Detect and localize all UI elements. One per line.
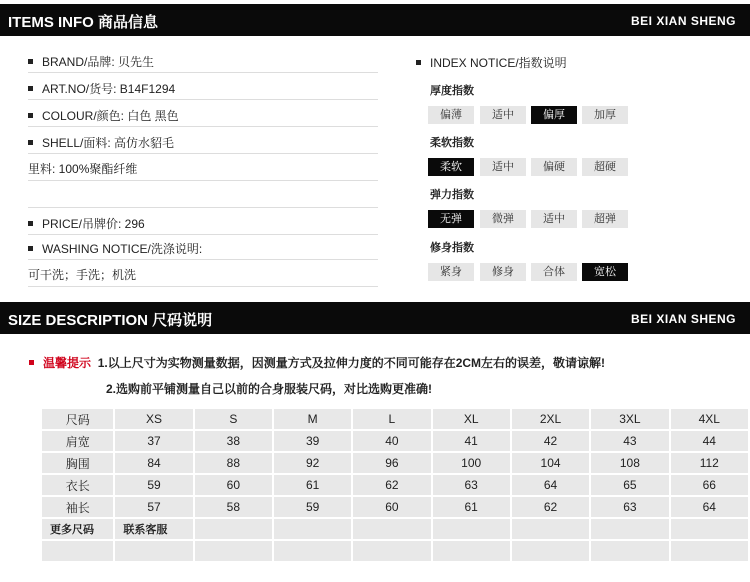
table-row — [42, 497, 748, 517]
table-cell: XL — [433, 409, 510, 429]
table-row-empty — [42, 541, 748, 561]
info-washing: WASHING NOTICE/洗涤说明: — [28, 240, 202, 257]
index-option: 修身 — [480, 263, 526, 281]
row-label: 肩宽 — [42, 431, 113, 451]
table-cell — [195, 519, 272, 539]
table-row — [42, 453, 748, 473]
bullet-icon — [28, 59, 33, 64]
items-info-header — [0, 4, 750, 36]
index-option: 超硬 — [582, 158, 628, 176]
table-row — [42, 431, 748, 451]
table-cell: 100 — [433, 453, 510, 473]
table-cell: 60 — [195, 475, 272, 495]
divider — [28, 99, 378, 100]
index-option: 偏薄 — [428, 106, 474, 124]
table-cell: 3XL — [591, 409, 668, 429]
row-label: 袖长 — [42, 497, 113, 517]
table-cell — [274, 541, 351, 561]
more-sizes-label: 更多尺码 — [42, 519, 113, 539]
table-cell: 61 — [274, 475, 351, 495]
index-option-selected: 偏厚 — [531, 106, 577, 124]
table-cell — [353, 541, 430, 561]
note-text-1: 1.以上尺寸为实物测量数据，因测量方式及拉伸力度的不同可能存在2CM左右的误差，敬请谅解! — [97, 356, 606, 370]
table-cell — [274, 519, 351, 539]
table-cell — [671, 541, 748, 561]
table-cell — [512, 519, 589, 539]
table-cell: S — [195, 409, 272, 429]
index-option: 加厚 — [582, 106, 628, 124]
size-description-header — [0, 302, 750, 334]
index-option: 适中 — [531, 210, 577, 228]
table-cell: XS — [115, 409, 192, 429]
divider — [28, 153, 378, 154]
table-cell: 4XL — [671, 409, 748, 429]
index-option: 适中 — [480, 158, 526, 176]
row-label: 胸围 — [42, 453, 113, 473]
table-cell — [671, 519, 748, 539]
note-line-2: 2.选购前平铺测量自己以前的合身服装尺码，对比选购更准确! — [106, 382, 433, 396]
table-cell — [353, 519, 430, 539]
index-option: 微弹 — [480, 210, 526, 228]
info-shell: SHELL/面料: 高仿水貂毛 — [28, 134, 174, 151]
index-option-selected: 柔软 — [428, 158, 474, 176]
info-washing-detail: 可干洗；手洗；机洗 — [28, 268, 137, 282]
divider — [28, 259, 378, 260]
index-option-selected: 宽松 — [582, 263, 628, 281]
note-highlight: 温馨提示 — [43, 356, 92, 370]
table-row-more — [42, 519, 748, 539]
contact-service-label[interactable]: 联系客服 — [115, 519, 192, 539]
table-cell: 88 — [195, 453, 272, 473]
table-cell — [195, 541, 272, 561]
index-option: 合体 — [531, 263, 577, 281]
index-option: 紧身 — [428, 263, 474, 281]
table-cell: 62 — [353, 475, 430, 495]
divider — [28, 180, 378, 181]
bullet-icon — [29, 360, 34, 365]
info-colour: COLOUR/颜色: 白色 黑色 — [28, 107, 179, 124]
bullet-icon — [416, 60, 421, 65]
index-notice: INDEX NOTICE/指数说明 — [416, 54, 567, 71]
table-cell: 62 — [512, 497, 589, 517]
index-category-label: 柔软指数 — [430, 137, 474, 149]
table-cell: 112 — [671, 453, 748, 473]
info-price: PRICE/吊牌价: 296 — [28, 215, 145, 232]
table-cell: 84 — [115, 453, 192, 473]
index-option: 超弹 — [582, 210, 628, 228]
row-label: 尺码 — [42, 409, 113, 429]
table-cell: 60 — [353, 497, 430, 517]
table-cell — [115, 541, 192, 561]
divider — [28, 234, 378, 235]
table-cell: 66 — [671, 475, 748, 495]
table-cell: 65 — [591, 475, 668, 495]
table-cell: 2XL — [512, 409, 589, 429]
table-cell: 108 — [591, 453, 668, 473]
bullet-icon — [28, 246, 33, 251]
brand-name: BEI XIAN SHENG — [630, 312, 736, 326]
table-cell: 37 — [115, 431, 192, 451]
table-cell — [42, 541, 113, 561]
info-brand: BRAND/品牌: 贝先生 — [28, 53, 154, 70]
table-header-row — [42, 409, 748, 429]
table-cell: 40 — [353, 431, 430, 451]
items-info-title: ITEMS INFO 商品信息 — [8, 14, 159, 31]
note-line-1 — [29, 354, 605, 371]
bullet-icon — [28, 140, 33, 145]
index-category-label: 弹力指数 — [430, 189, 474, 201]
table-cell: 59 — [115, 475, 192, 495]
table-cell: 59 — [274, 497, 351, 517]
info-art: ART.NO/货号: B14F1294 — [28, 80, 175, 97]
table-cell: 44 — [671, 431, 748, 451]
table-cell: 38 — [195, 431, 272, 451]
index-category-label: 厚度指数 — [430, 85, 474, 97]
table-cell: 96 — [353, 453, 430, 473]
bullet-icon — [28, 113, 33, 118]
table-cell: 39 — [274, 431, 351, 451]
divider — [28, 286, 378, 287]
table-cell — [512, 541, 589, 561]
divider — [28, 72, 378, 73]
table-row — [42, 475, 748, 495]
table-cell: 57 — [115, 497, 192, 517]
table-cell: 43 — [591, 431, 668, 451]
index-category-label: 修身指数 — [430, 242, 474, 254]
index-option-selected: 无弹 — [428, 210, 474, 228]
table-cell: 61 — [433, 497, 510, 517]
table-cell: 41 — [433, 431, 510, 451]
table-cell: 63 — [433, 475, 510, 495]
table-cell — [433, 519, 510, 539]
divider — [28, 207, 378, 208]
bullet-icon — [28, 86, 33, 91]
table-cell — [591, 541, 668, 561]
divider — [28, 126, 378, 127]
row-label: 衣长 — [42, 475, 113, 495]
table-cell: L — [353, 409, 430, 429]
index-option: 适中 — [480, 106, 526, 124]
table-cell: 58 — [195, 497, 272, 517]
size-description-title: SIZE DESCRIPTION 尺码说明 — [8, 312, 213, 329]
table-cell: 92 — [274, 453, 351, 473]
brand-name: BEI XIAN SHENG — [630, 14, 736, 28]
table-cell: 64 — [512, 475, 589, 495]
table-cell — [433, 541, 510, 561]
table-cell — [591, 519, 668, 539]
table-cell: 42 — [512, 431, 589, 451]
index-option: 偏硬 — [531, 158, 577, 176]
table-cell: 64 — [671, 497, 748, 517]
bullet-icon — [28, 221, 33, 226]
table-cell: 104 — [512, 453, 589, 473]
size-table — [40, 407, 750, 563]
info-lining: 里料: 100%聚酯纤维 — [28, 162, 138, 176]
table-cell: 63 — [591, 497, 668, 517]
table-cell: M — [274, 409, 351, 429]
